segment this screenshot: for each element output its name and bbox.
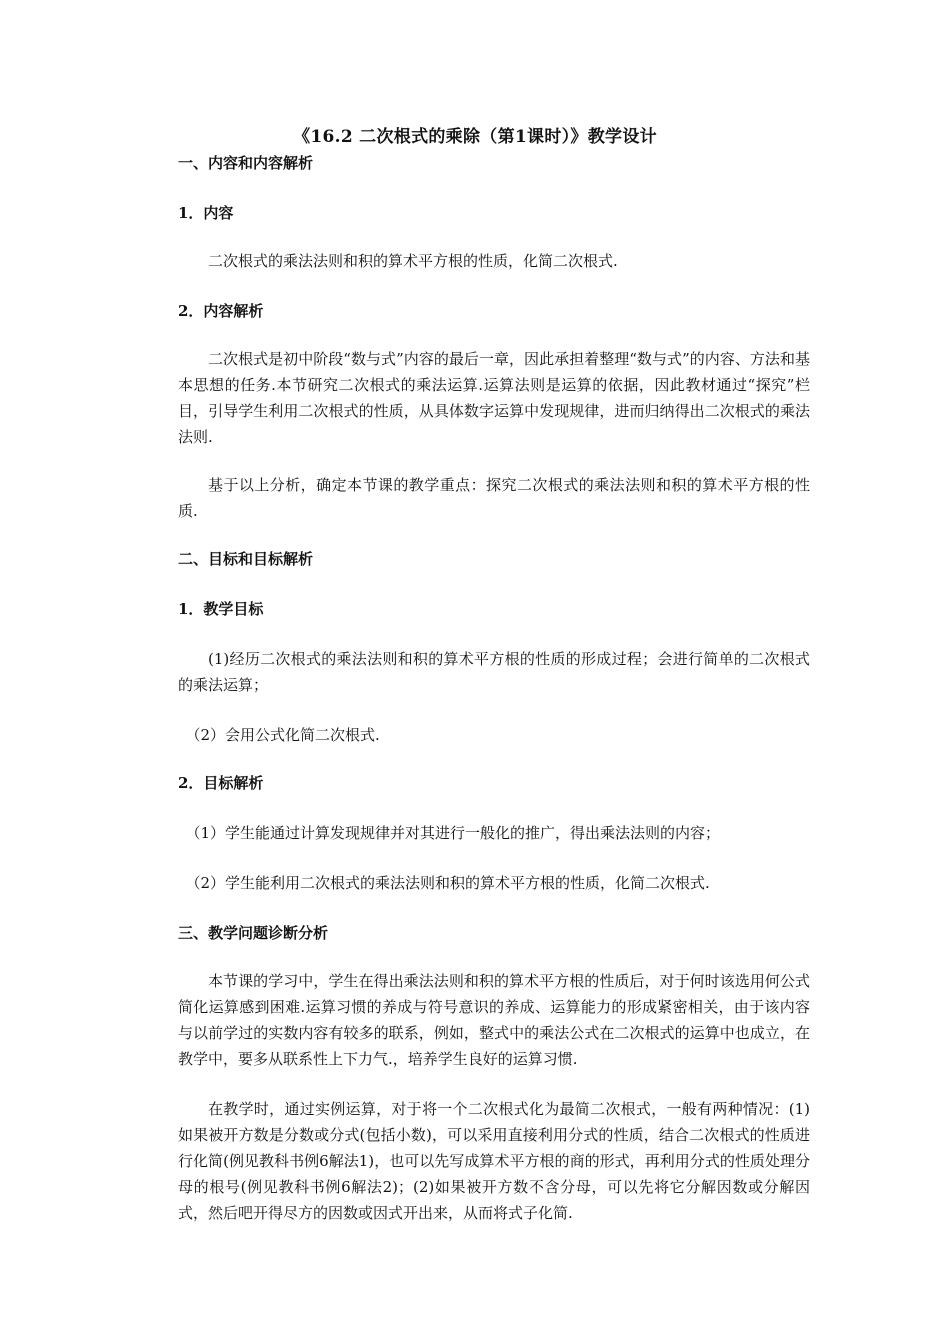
document-title: 《16.2 二次根式的乘除（第1课时）》教学设计 [293,127,657,147]
subheading-content: 1．内容 [178,204,234,222]
paragraph-diagnosis-2: 在教学时，通过实例运算，对于将一个二次根式化为最简二次根式，一般有两种情况：(1)如果被开方数是分数或分式(包括小数)，可以采用直接利用分式的性质，结合二次根式的性质进行化简(例见教科书例6解法1)，也可以先写成算术平方根的商的形式，再利用分式的性质处理分母的根号(例见教科书例6解法2)；(2)如果被开方数不含分母，可以先将它分解因数或分解因式，然后吧开得尽方的因数或因式开出来，从而将式子化简. [178,1100,810,1222]
paragraph-teaching-goal-1: (1)经历二次根式的乘法法则和积的算术平方根的性质的形成过程；会进行简单的二次根式的乘法运算； [178,650,810,694]
paragraph-content-analysis-2: 基于以上分析，确定本节课的教学重点：探究二次根式的乘法法则和积的算术平方根的性质. [178,476,810,520]
paragraph-content-analysis-1: 二次根式是初中阶段“数与式”内容的最后一章，因此承担着整理“数与式”的内容、方法和基本思想的任务.本节研究二次根式的乘法运算.运算法则是运算的依据，因此教材通过“探究”栏目，引导学生利用二次根式的性质，从具体数字运算中发现规律，进而归纳得出二次根式的乘法法则. [178,350,810,446]
subheading-teaching-goals: 1．教学目标 [178,600,264,618]
section-heading-content: 一、内容和内容解析 [178,154,314,172]
paragraph-goal-analysis-1: （1）学生能通过计算发现规律并对其进行一般化的推广，得出乘法法则的内容； [185,824,721,842]
paragraph-teaching-goal-2: （2）会用公式化简二次根式. [185,726,380,744]
section-heading-diagnosis: 三、教学问题诊断分析 [178,924,329,942]
paragraph-diagnosis-1: 本节课的学习中，学生在得出乘法法则和积的算术平方根的性质后，对于何时该选用何公式简化运算感到困难.运算习惯的养成与符号意识的养成、运算能力的形成紧密相关，由于该内容与以前学过的实数内容有较多的联系，例如，整式中的乘法公式在二次根式的运算中也成立，在教学中，要多从联系性上下力气.，培养学生良好的运算习惯. [178,972,810,1068]
paragraph-goal-analysis-2: （2）学生能利用二次根式的乘法法则和积的算术平方根的性质，化简二次根式. [185,874,710,892]
subheading-content-analysis: 2．内容解析 [178,302,264,320]
subheading-goal-analysis: 2．目标解析 [178,774,264,792]
paragraph-content: 二次根式的乘法法则和积的算术平方根的性质，化简二次根式. [208,252,618,270]
section-heading-goals: 二、目标和目标解析 [178,550,314,568]
